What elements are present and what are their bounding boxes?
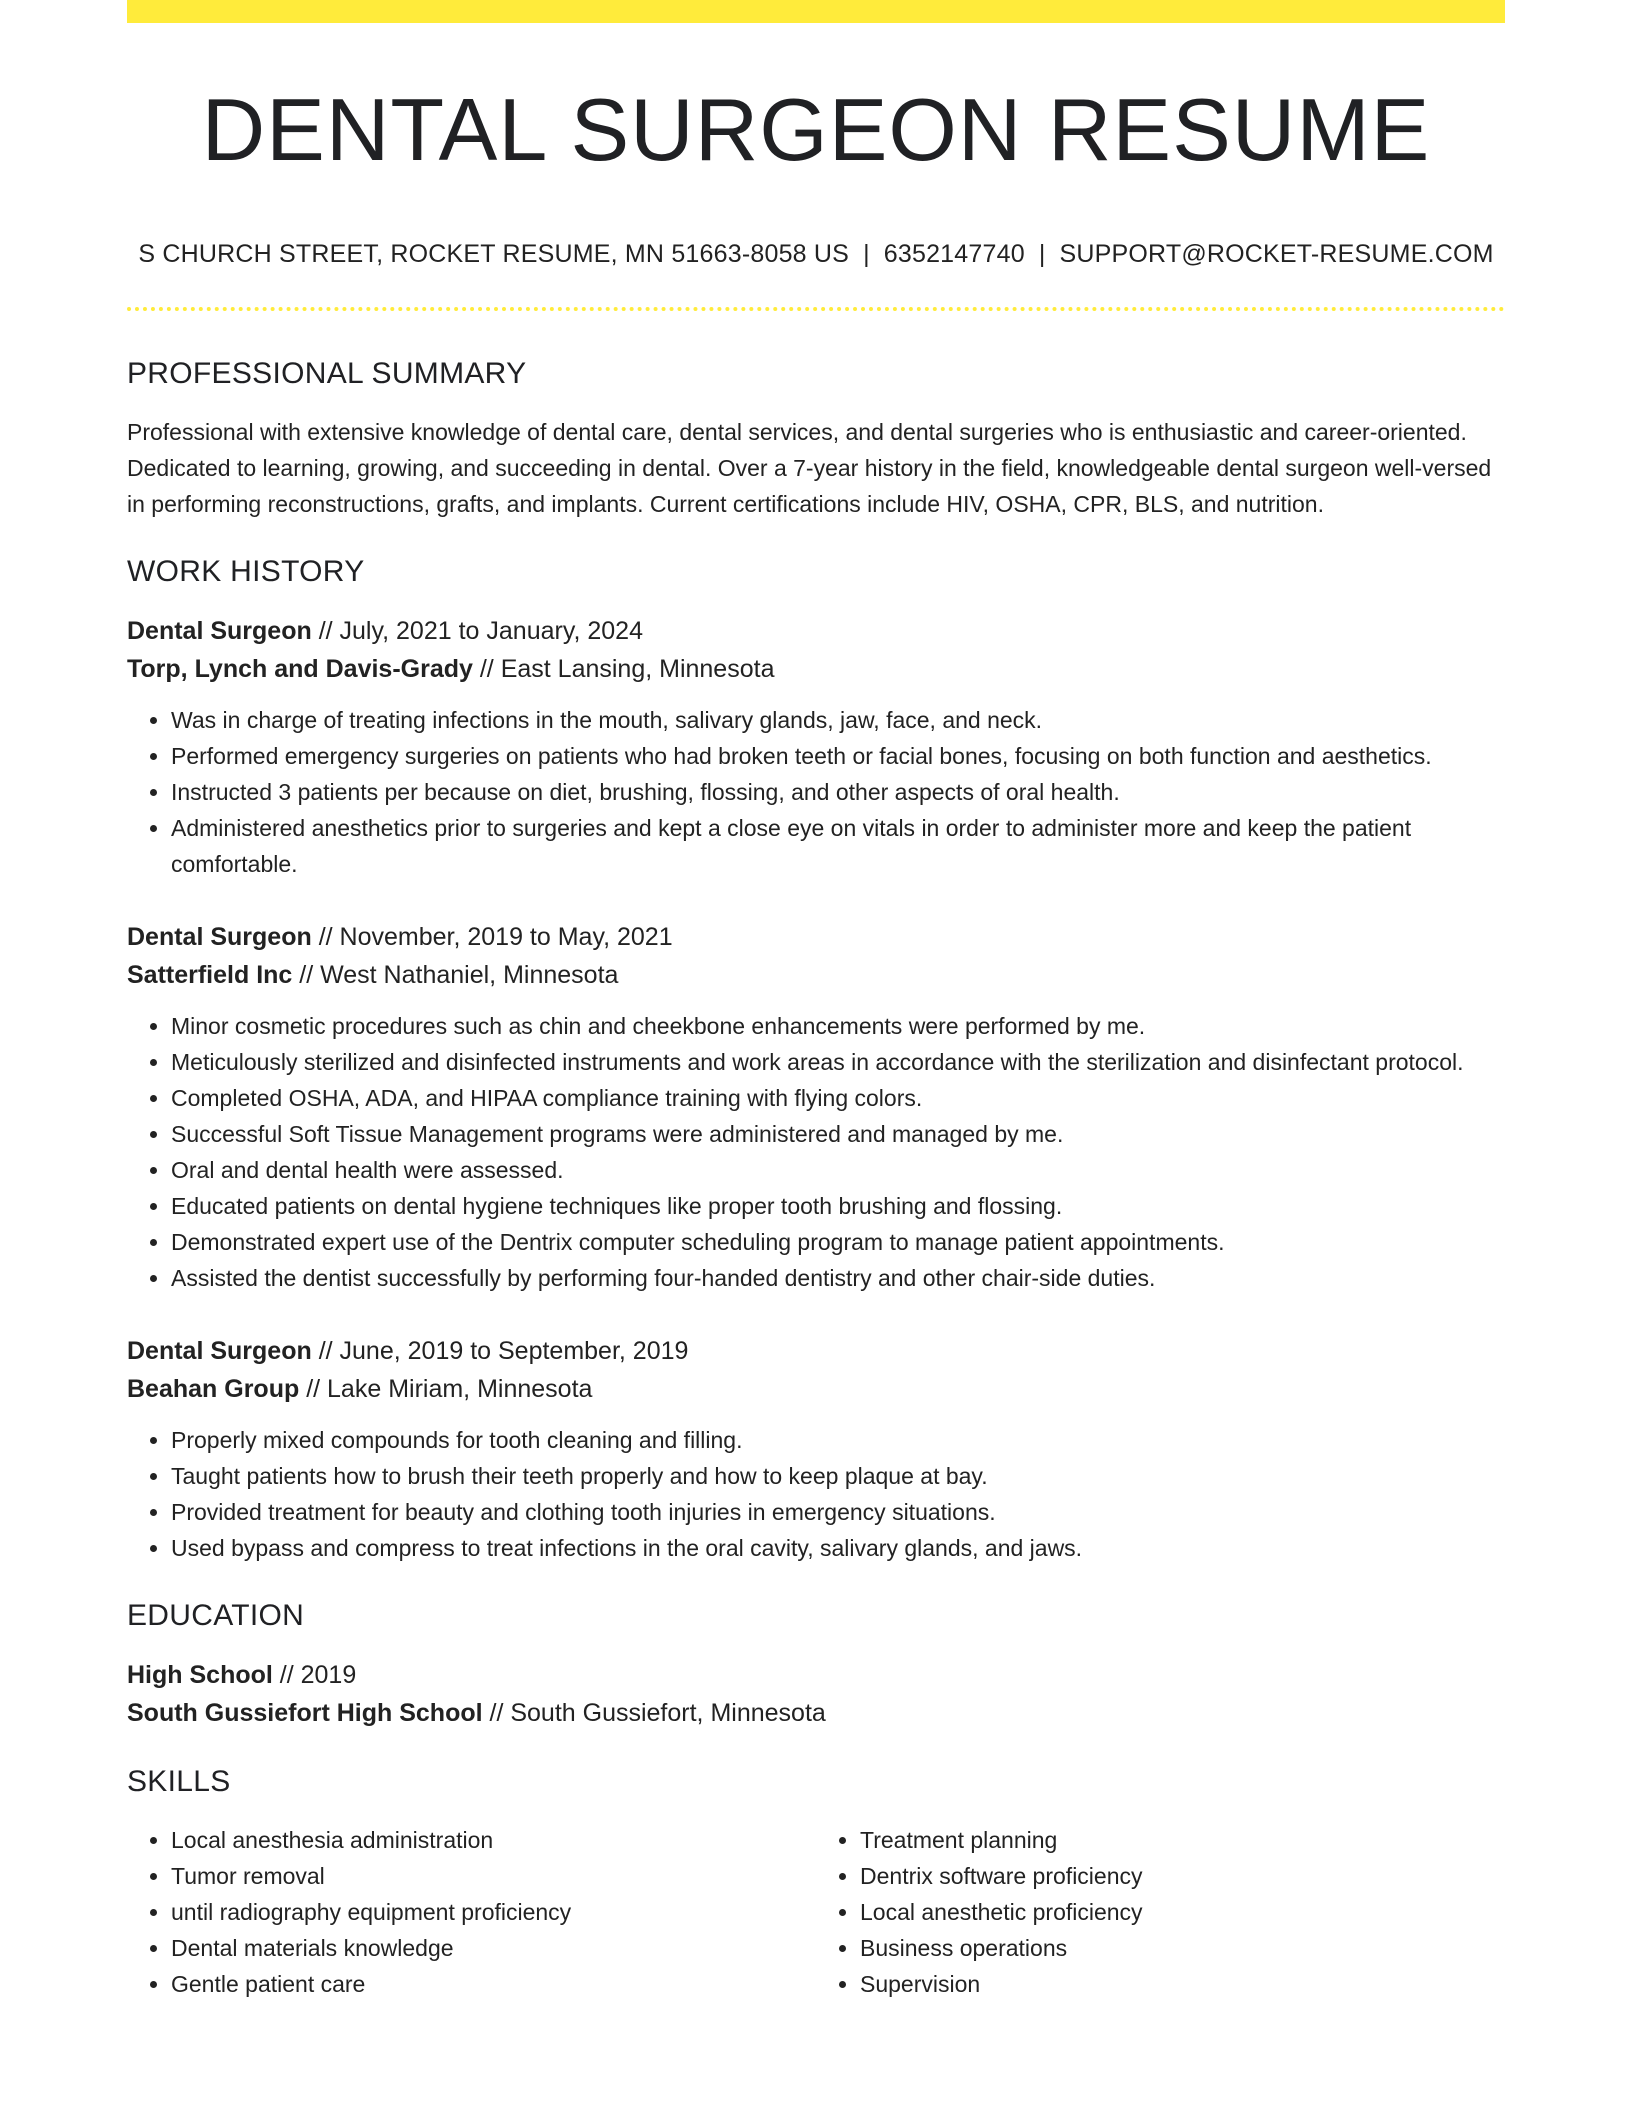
job-bullet: • Successful Soft Tissue Management programs were administered and managed by me. <box>171 1116 1505 1152</box>
contact-address: S CHURCH STREET, ROCKET RESUME, MN 51663-8058 US <box>138 240 850 268</box>
job-bullet: • Taught patients how to brush their teeth properly and how to keep plaque at bay. <box>171 1458 1505 1494</box>
skill-item: • Local anesthesia administration <box>171 1822 816 1858</box>
job-dates: // June, 2019 to September, 2019 <box>311 1337 689 1365</box>
job-bullet: • Administered anesthetics prior to surgeries and kept a close eye on vitals in order to administer more and keep the patient comfortable. <box>171 810 1505 882</box>
job-bullets <box>127 1008 1505 1296</box>
job-title: Dental Surgeon <box>127 923 312 951</box>
education-school-line <box>127 1694 1505 1732</box>
job-company: Satterfield Inc <box>127 961 293 989</box>
job-bullet: • Educated patients on dental hygiene techniques like proper tooth brushing and flossing. <box>171 1188 1505 1224</box>
job-bullet: • Provided treatment for beauty and clothing tooth injuries in emergency situations. <box>171 1494 1505 1530</box>
job-bullet: • Used bypass and compress to treat infections in the oral cavity, salivary glands, and jaws. <box>171 1530 1505 1566</box>
skill-item: • Business operations <box>860 1930 1505 1966</box>
job-dates: // July, 2021 to January, 2024 <box>311 617 643 645</box>
skills-columns <box>127 1822 1505 2002</box>
job-location: // Lake Miriam, Minnesota <box>299 1375 593 1403</box>
job-bullet: • Was in charge of treating infections in the mouth, salivary glands, jaw, face, and neck. <box>171 702 1505 738</box>
skills-section <box>127 1760 1505 2002</box>
job-bullet: • Instructed 3 patients per because on diet, brushing, flossing, and other aspects of oral health. <box>171 774 1505 810</box>
job-company-line <box>127 956 1505 994</box>
job-list <box>127 612 1505 1566</box>
education-heading: EDUCATION <box>127 1599 305 1632</box>
summary-section <box>127 352 1505 522</box>
job-company-line <box>127 650 1505 688</box>
education-school: South Gussiefort High School <box>127 1699 483 1727</box>
contact-email: SUPPORT@ROCKET-RESUME.COM <box>1059 240 1494 268</box>
job-title-line <box>127 918 1505 956</box>
job-entry <box>127 918 1505 1296</box>
job-title: Dental Surgeon <box>127 1337 312 1365</box>
job-company: Torp, Lynch and Davis-Grady <box>127 655 473 683</box>
job-bullet: • Performed emergency surgeries on patients who had broken teeth or facial bones, focusing on both function and aesthetics. <box>171 738 1505 774</box>
job-bullet: • Demonstrated expert use of the Dentrix computer scheduling program to manage patient appointments. <box>171 1224 1505 1260</box>
skill-item: • Dental materials knowledge <box>171 1930 816 1966</box>
skill-item: • Gentle patient care <box>171 1966 816 2002</box>
education-year: // 2019 <box>272 1661 357 1689</box>
skill-item: • Tumor removal <box>171 1858 816 1894</box>
job-bullet: • Assisted the dentist successfully by performing four-handed dentistry and other chair-side duties. <box>171 1260 1505 1296</box>
education-entry <box>127 1656 1505 1732</box>
summary-heading: PROFESSIONAL SUMMARY <box>127 357 527 390</box>
contact-line <box>127 236 1505 272</box>
education-section <box>127 1594 1505 1732</box>
job-location: // West Nathaniel, Minnesota <box>292 961 619 989</box>
work-history-section <box>127 550 1505 1566</box>
contact-separator: | <box>863 240 870 268</box>
summary-text: Professional with extensive knowledge of dental care, dental services, and dental surgeries who is enthusiastic and career-oriented. Dedicated to learning, growing, and succeeding in dental. Over a 7-year history in the field, knowledgeable dental surgeon well-versed in performing reconstructions, grafts, and implants. Current certifications include HIV, OSHA, CPR, BLS, and nutrition. <box>127 419 1492 517</box>
dotted-divider <box>127 307 1505 311</box>
skill-item: • Local anesthetic proficiency <box>860 1894 1505 1930</box>
job-bullet: • Properly mixed compounds for tooth cleaning and filling. <box>171 1422 1505 1458</box>
skill-item: • Dentrix software proficiency <box>860 1858 1505 1894</box>
education-degree-line <box>127 1656 1505 1694</box>
top-accent-bar <box>127 0 1505 23</box>
job-bullets <box>127 702 1505 882</box>
job-title-line <box>127 1332 1505 1370</box>
job-bullet: • Completed OSHA, ADA, and HIPAA compliance training with flying colors. <box>171 1080 1505 1116</box>
job-location: // East Lansing, Minnesota <box>472 655 775 683</box>
skills-list-left <box>127 1822 816 2002</box>
job-entry <box>127 1332 1505 1566</box>
job-bullet: • Meticulously sterilized and disinfected instruments and work areas in accordance with the sterilization and disinfectant protocol. <box>171 1044 1505 1080</box>
job-title-line <box>127 612 1505 650</box>
skills-heading: SKILLS <box>127 1765 231 1798</box>
job-company-line <box>127 1370 1505 1408</box>
job-company: Beahan Group <box>127 1375 300 1403</box>
contact-separator: | <box>1038 240 1046 268</box>
resume-content <box>127 352 1505 2002</box>
skill-item: • Treatment planning <box>860 1822 1505 1858</box>
job-bullets <box>127 1422 1505 1566</box>
skills-list-right <box>816 1822 1505 2002</box>
job-bullet: • Minor cosmetic procedures such as chin and cheekbone enhancements were performed by me. <box>171 1008 1505 1044</box>
job-title: Dental Surgeon <box>127 617 312 645</box>
job-bullet: • Oral and dental health were assessed. <box>171 1152 1505 1188</box>
education-location: // South Gussiefort, Minnesota <box>482 1699 826 1727</box>
skill-item: • until radiography equipment proficiency <box>171 1894 816 1930</box>
job-entry <box>127 612 1505 882</box>
contact-phone: 6352147740 <box>883 240 1025 268</box>
skill-item: • Supervision <box>860 1966 1505 2002</box>
education-degree: High School <box>127 1661 273 1689</box>
page-title: DENTAL SURGEON RESUME <box>201 80 1431 179</box>
work-history-heading: WORK HISTORY <box>127 555 365 588</box>
job-dates: // November, 2019 to May, 2021 <box>311 923 673 951</box>
